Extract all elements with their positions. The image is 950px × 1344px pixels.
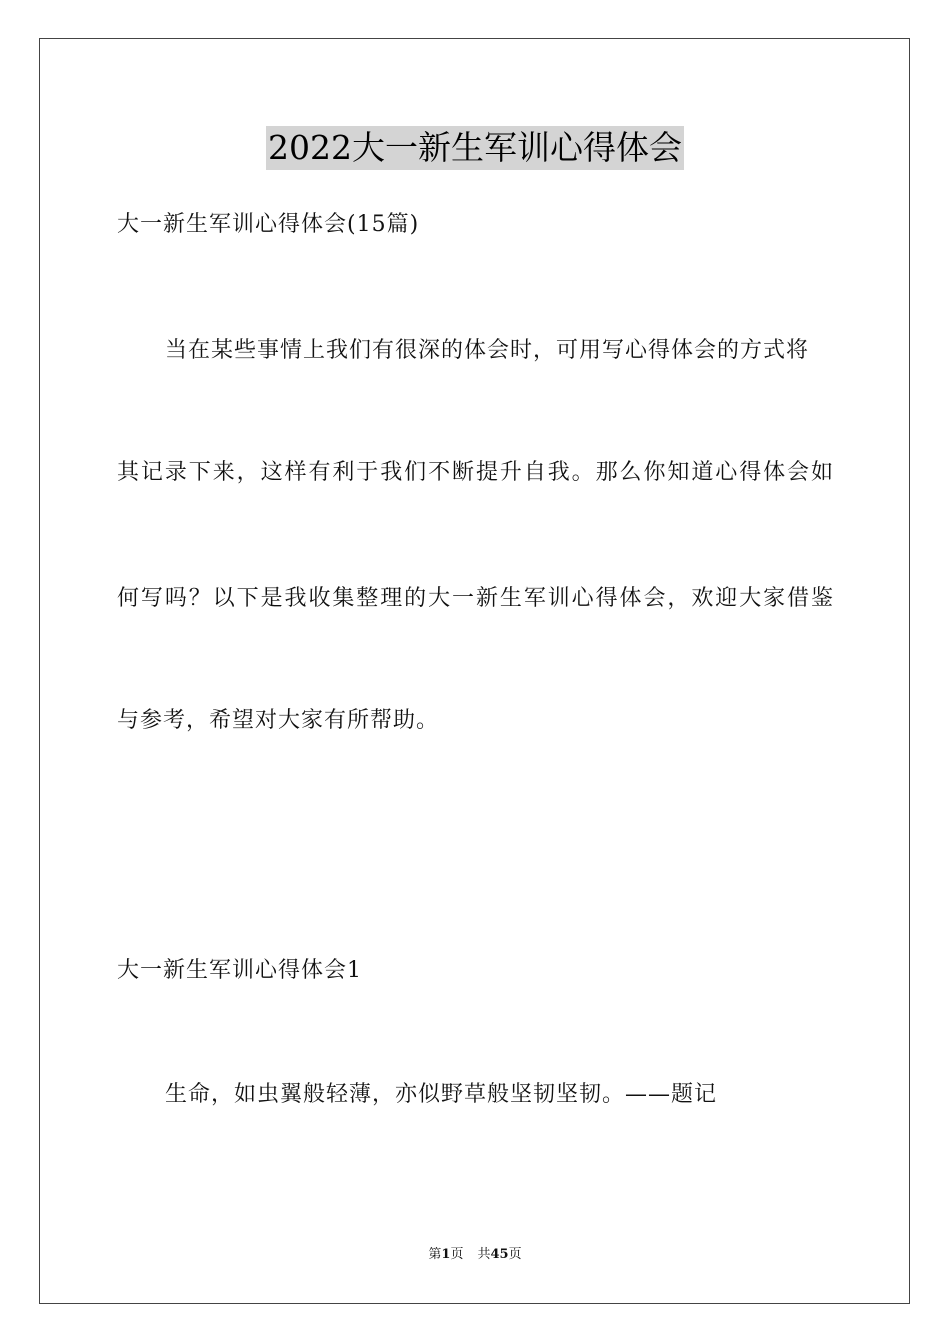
intro-line-3: 何写吗？以下是我收集整理的大一新生军训心得体会，欢迎大家借鉴 (117, 586, 833, 611)
page-footer (0, 1246, 950, 1264)
footer-page-number: 1 (441, 1247, 451, 1262)
document-title: 2022大一新生军训心得体会 (266, 126, 684, 170)
footer-total-suffix: 页 (508, 1247, 522, 1262)
document-subtitle: 大一新生军训心得体会(15篇) (117, 212, 420, 237)
footer-total-pages: 45 (490, 1247, 509, 1262)
intro-line-4: 与参考，希望对大家有所帮助。 (117, 708, 440, 733)
footer-page-suffix: 页 (450, 1247, 464, 1262)
title-container (0, 126, 950, 170)
section-first-line: 生命，如虫翼般轻薄，亦似野草般坚韧坚韧。——题记 (165, 1082, 718, 1107)
intro-line-1: 当在某些事情上我们有很深的体会时，可用写心得体会的方式将 (165, 338, 810, 363)
intro-line-2: 其记录下来，这样有利于我们不断提升自我。那么你知道心得体会如 (117, 460, 833, 485)
section-heading: 大一新生军训心得体会1 (117, 958, 362, 983)
footer-total-prefix: 共 (477, 1247, 491, 1262)
footer-page-prefix: 第 (428, 1247, 442, 1262)
